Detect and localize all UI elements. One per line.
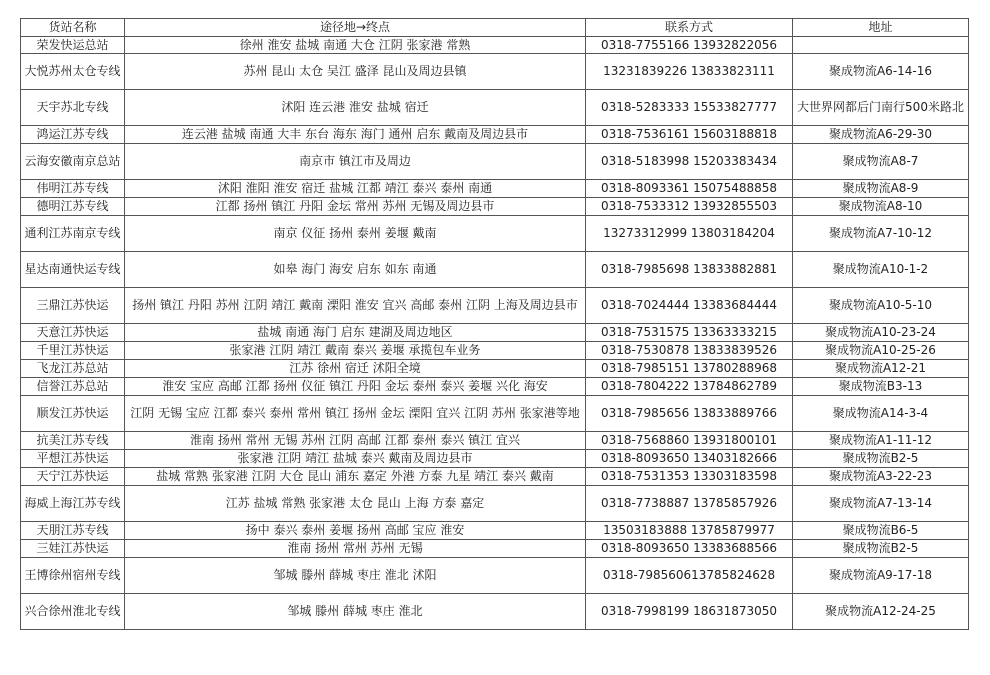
table-row: [21, 216, 969, 252]
route-cell: 苏州 昆山 太仓 吴江 盛泽 昆山及周边县镇: [125, 54, 586, 90]
header-address: 地址: [793, 19, 969, 37]
table-row: [21, 90, 969, 126]
table-row: [21, 522, 969, 540]
address-cell: 聚成物流A12-24-25: [793, 594, 969, 630]
contact-cell: 0318-7985698 13833882881: [586, 252, 793, 288]
station-name-cell: 海威上海江苏专线: [21, 486, 125, 522]
route-cell: 沭阳 连云港 淮安 盐城 宿迁: [125, 90, 586, 126]
route-cell: 盐城 南通 海门 启东 建湖及周边地区: [125, 324, 586, 342]
table-row: [21, 486, 969, 522]
route-cell: 盐城 常熟 张家港 江阴 大仓 昆山 浦东 嘉定 外港 方泰 九星 靖江 泰兴 戴南: [125, 468, 586, 486]
route-cell: 张家港 江阴 靖江 戴南 泰兴 姜堰 承揽包车业务: [125, 342, 586, 360]
address-cell: 聚成物流A14-3-4: [793, 396, 969, 432]
station-name-cell: 云海安徽南京总站: [21, 144, 125, 180]
header-route: 途径地→终点: [125, 19, 586, 37]
route-cell: 如皋 海门 海安 启东 如东 南通: [125, 252, 586, 288]
table-row: [21, 54, 969, 90]
contact-cell: 0318-5283333 15533827777: [586, 90, 793, 126]
table-row: [21, 324, 969, 342]
address-cell: 聚成物流A10-1-2: [793, 252, 969, 288]
station-name-cell: 千里江苏快运: [21, 342, 125, 360]
station-name-cell: 三鼎江苏快运: [21, 288, 125, 324]
station-name-cell: 通利江苏南京专线: [21, 216, 125, 252]
contact-cell: 0318-7530878 13833839526: [586, 342, 793, 360]
table-row: [21, 378, 969, 396]
contact-cell: 0318-7568860 13931800101: [586, 432, 793, 450]
freight-table: [20, 18, 969, 630]
contact-cell: 13503183888 13785879977: [586, 522, 793, 540]
address-cell: [793, 37, 969, 54]
route-cell: 淮安 宝应 高邮 江都 扬州 仪征 镇江 丹阳 金坛 泰州 泰兴 姜堰 兴化 海安: [125, 378, 586, 396]
station-name-cell: 兴合徐州淮北专线: [21, 594, 125, 630]
contact-cell: 0318-7998199 18631873050: [586, 594, 793, 630]
header-station-name: 货站名称: [21, 19, 125, 37]
address-cell: 聚成物流B3-13: [793, 378, 969, 396]
table-row: [21, 342, 969, 360]
station-name-cell: 王博徐州宿州专线: [21, 558, 125, 594]
address-cell: 聚成物流A9-17-18: [793, 558, 969, 594]
route-cell: 江都 扬州 镇江 丹阳 金坛 常州 苏州 无锡及周边县市: [125, 198, 586, 216]
station-name-cell: 鸿运江苏专线: [21, 126, 125, 144]
contact-cell: 0318-5183998 15203383434: [586, 144, 793, 180]
route-cell: 扬州 镇江 丹阳 苏州 江阴 靖江 戴南 溧阳 淮安 宜兴 高邮 泰州 江阴 上海及周边县市: [125, 288, 586, 324]
station-name-cell: 天朋江苏专线: [21, 522, 125, 540]
contact-cell: 0318-8093650 13403182666: [586, 450, 793, 468]
station-name-cell: 天宇苏北专线: [21, 90, 125, 126]
address-cell: 聚成物流A10-5-10: [793, 288, 969, 324]
address-cell: 聚成物流B2-5: [793, 450, 969, 468]
station-name-cell: 信誉江苏总站: [21, 378, 125, 396]
table-row: [21, 126, 969, 144]
station-name-cell: 抗美江苏专线: [21, 432, 125, 450]
route-cell: 张家港 江阴 靖江 盐城 泰兴 戴南及周边县市: [125, 450, 586, 468]
contact-cell: 13273312999 13803184204: [586, 216, 793, 252]
contact-cell: 0318-7738887 13785857926: [586, 486, 793, 522]
station-name-cell: 荣发快运总站: [21, 37, 125, 54]
contact-cell: 0318-7531575 13363333215: [586, 324, 793, 342]
contact-cell: 0318-7985151 13780288968: [586, 360, 793, 378]
table-row: [21, 252, 969, 288]
table-row: [21, 450, 969, 468]
station-name-cell: 顺发江苏快运: [21, 396, 125, 432]
table-row: [21, 198, 969, 216]
address-cell: 聚成物流A6-29-30: [793, 126, 969, 144]
table-row: [21, 540, 969, 558]
contact-cell: 0318-7755166 13932822056: [586, 37, 793, 54]
station-name-cell: 平想江苏快运: [21, 450, 125, 468]
address-cell: 大世界网都后门南行500米路北: [793, 90, 969, 126]
route-cell: 邹城 滕州 薛城 枣庄 淮北 沭阳: [125, 558, 586, 594]
route-cell: 徐州 淮安 盐城 南通 大仓 江阴 张家港 常熟: [125, 37, 586, 54]
contact-cell: 0318-7531353 13303183598: [586, 468, 793, 486]
route-cell: 江苏 徐州 宿迁 沭阳全境: [125, 360, 586, 378]
address-cell: 聚成物流A10-25-26: [793, 342, 969, 360]
address-cell: 聚成物流A3-22-23: [793, 468, 969, 486]
contact-cell: 0318-8093650 13383688566: [586, 540, 793, 558]
contact-cell: 0318-8093361 15075488858: [586, 180, 793, 198]
address-cell: 聚成物流A6-14-16: [793, 54, 969, 90]
address-cell: 聚成物流A7-10-12: [793, 216, 969, 252]
table-row: [21, 37, 969, 54]
route-cell: 淮南 扬州 常州 无锡 苏州 江阴 高邮 江都 泰州 泰兴 镇江 宜兴: [125, 432, 586, 450]
route-cell: 南京 仪征 扬州 泰州 姜堰 戴南: [125, 216, 586, 252]
address-cell: 聚成物流A10-23-24: [793, 324, 969, 342]
address-cell: 聚成物流B2-5: [793, 540, 969, 558]
route-cell: 南京市 镇江市及周边: [125, 144, 586, 180]
station-name-cell: 天意江苏快运: [21, 324, 125, 342]
contact-cell: 0318-798560613785824628: [586, 558, 793, 594]
contact-cell: 0318-7804222 13784862789: [586, 378, 793, 396]
route-cell: 扬中 泰兴 泰州 姜堰 扬州 高邮 宝应 淮安: [125, 522, 586, 540]
route-cell: 沭阳 淮阳 淮安 宿迁 盐城 江都 靖江 泰兴 泰州 南通: [125, 180, 586, 198]
address-cell: 聚成物流A1-11-12: [793, 432, 969, 450]
address-cell: 聚成物流A8-9: [793, 180, 969, 198]
table-row: [21, 432, 969, 450]
table-row: [21, 180, 969, 198]
station-name-cell: 星达南通快运专线: [21, 252, 125, 288]
table-row: [21, 558, 969, 594]
contact-cell: 0318-7024444 13383684444: [586, 288, 793, 324]
table-row: [21, 288, 969, 324]
table-row: [21, 144, 969, 180]
address-cell: 聚成物流A8-7: [793, 144, 969, 180]
station-name-cell: 伟明江苏专线: [21, 180, 125, 198]
header-contact: 联系方式: [586, 19, 793, 37]
table-row: [21, 468, 969, 486]
route-cell: 邹城 滕州 薛城 枣庄 淮北: [125, 594, 586, 630]
station-name-cell: 德明江苏专线: [21, 198, 125, 216]
station-name-cell: 飞龙江苏总站: [21, 360, 125, 378]
station-name-cell: 三娃江苏快运: [21, 540, 125, 558]
route-cell: 连云港 盐城 南通 大丰 东台 海东 海门 通州 启东 戴南及周边县市: [125, 126, 586, 144]
contact-cell: 0318-7533312 13932855503: [586, 198, 793, 216]
table-row: [21, 594, 969, 630]
header-row: [21, 19, 969, 37]
address-cell: 聚成物流A8-10: [793, 198, 969, 216]
address-cell: 聚成物流A12-21: [793, 360, 969, 378]
table-row: [21, 396, 969, 432]
contact-cell: 0318-7536161 15603188818: [586, 126, 793, 144]
table-row: [21, 360, 969, 378]
contact-cell: 0318-7985656 13833889766: [586, 396, 793, 432]
route-cell: 江苏 盐城 常熟 张家港 太仓 昆山 上海 方泰 嘉定: [125, 486, 586, 522]
address-cell: 聚成物流B6-5: [793, 522, 969, 540]
station-name-cell: 大悦苏州太仓专线: [21, 54, 125, 90]
station-name-cell: 天宁江苏快运: [21, 468, 125, 486]
contact-cell: 13231839226 13833823111: [586, 54, 793, 90]
route-cell: 江阴 无锡 宝应 江都 泰兴 泰州 常州 镇江 扬州 金坛 溧阳 宜兴 江阴 苏州 张家港等地: [125, 396, 586, 432]
address-cell: 聚成物流A7-13-14: [793, 486, 969, 522]
route-cell: 淮南 扬州 常州 苏州 无锡: [125, 540, 586, 558]
